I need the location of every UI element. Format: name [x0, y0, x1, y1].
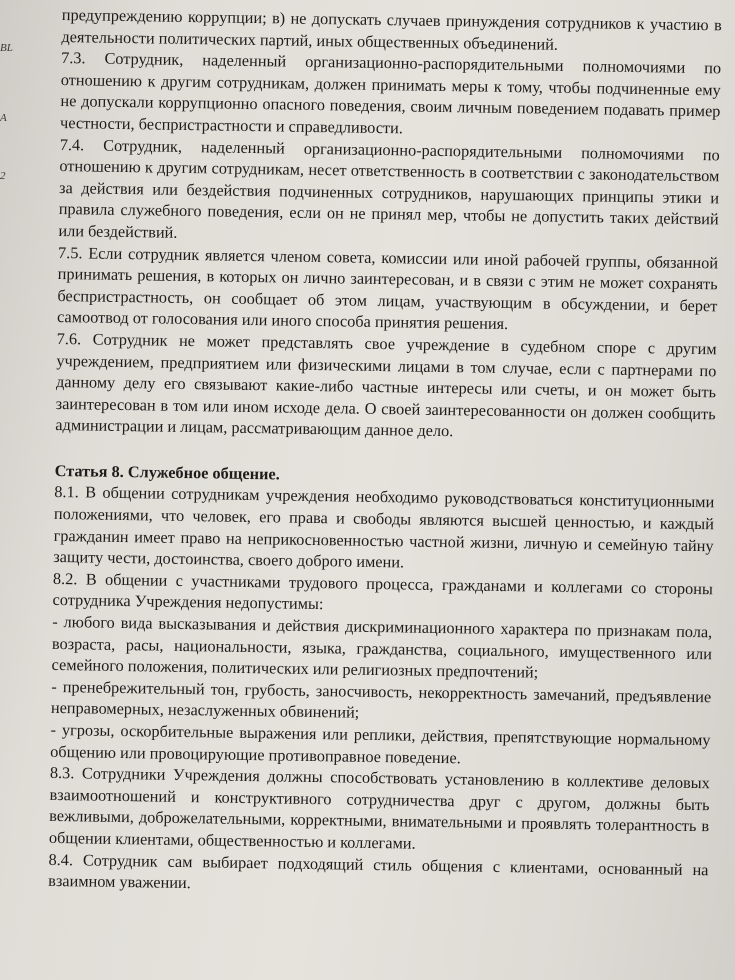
paragraph-8-3: 8.3. Сотрудники Учреждения должны способствовать установлению в коллективе деловых взаимоотношений и конструктивного сотрудничества друг с другом, должны быть вежливыми, доброжелательными, корректными, внимательными и проявлять толерантность в общении клиентами, общественностью и коллегами.	[48, 763, 710, 853]
list-item-8-2-b: - пренебрежительный тон, грубость, заносчивость, некорректность замечаний, предъявление неправомерных, незаслуженных обвинений;	[50, 676, 712, 723]
paragraph-7-5: 7.5. Если сотрудник является членом совета, комиссии или иной рабочей группы, обязанной принимать решения, в которых он лично заинтересован, и в связи с этим не может сохранять беспристрастность, он сообщает об этом лицам, участвующим в обсуждении, и берет самоотвод от голосования или иного способа принятия решения.	[56, 242, 719, 334]
margin-mark: 2	[0, 170, 6, 182]
paragraph-8-2: 8.2. В общении с участниками трудового процесса, гражданами и коллегами со стороны сотрудника Учреждения недопустимы:	[52, 568, 714, 614]
paragraph-8-4: 8.4. Сотрудник сам выбирает подходящий стиль общения с клиентами, основанный на взаимном уважении.	[48, 849, 709, 893]
article-8-heading: Статья 8. Служебное общение.	[54, 460, 280, 484]
margin-mark: A	[0, 112, 7, 124]
paragraph-7-3: 7.3. Сотрудник, наделенный организационно-распорядительными полномочиями по отношению к другим сотрудникам, должен принимать меры к тому, чтобы подчиненные ему не допускали коррупционно опасного поведения, своим личным поведением подавать пример честности, беспристрастности и справедливости.	[59, 48, 722, 138]
paragraph-8-1: 8.1. В общении сотрудникам учреждения необходимо руководствоваться конституционными положениями, что человек, его права и свободы являются высшей ценностью, и каждый гражданин имеет право на неприкосновенностью частной жизни, личную и семейную тайну защиту чести, достоинства, своего доброго имени.	[53, 482, 715, 572]
list-item-8-2-a: - любого вида высказывания и действия дискриминационного характера по признакам пола, возраста, расы, национальности, языка, гражданства, социального, имущественного или семейного положения, политических или религиозных предпочтений;	[51, 611, 713, 682]
list-item-8-2-c: - угрозы, оскорбительные выражения или реплики, действия, препятствующие нормальному общению или провоцирующие противоправное поведение.	[50, 719, 711, 767]
paragraph-7-6: 7.6. Сотрудник не может представлять свое учреждение в судебном споре с другим учреждением, предприятием или физическими лицами в том случае, если с партнерами по данному делу его связывают какие-либо частные интересы или счеты, и он может быть заинтересован в том или ином исходе дела. О своей заинтересованности он должен сообщить администрации и лицам, рассматривающим данное дело.	[55, 328, 717, 441]
margin-mark: BL	[0, 42, 13, 54]
paragraph-7-2-continuation: предупреждению коррупции; в) не допускать случаев принуждения сотрудников к участию в деятельности политических партий, иных общественных объединений.	[61, 4, 722, 54]
paragraph-7-4: 7.4. Сотрудник, наделенный организационно-распорядительными полномочиями по отношению к другим сотрудникам, несет ответственность в соответствии с законодательством за действия или бездействия подчиненных сотрудников, нарушающих принципы этики и правила служебного поведения, если он не принял мер, чтобы не допустить таких действий или бездействий.	[58, 134, 720, 242]
document-text	[48, 4, 722, 902]
